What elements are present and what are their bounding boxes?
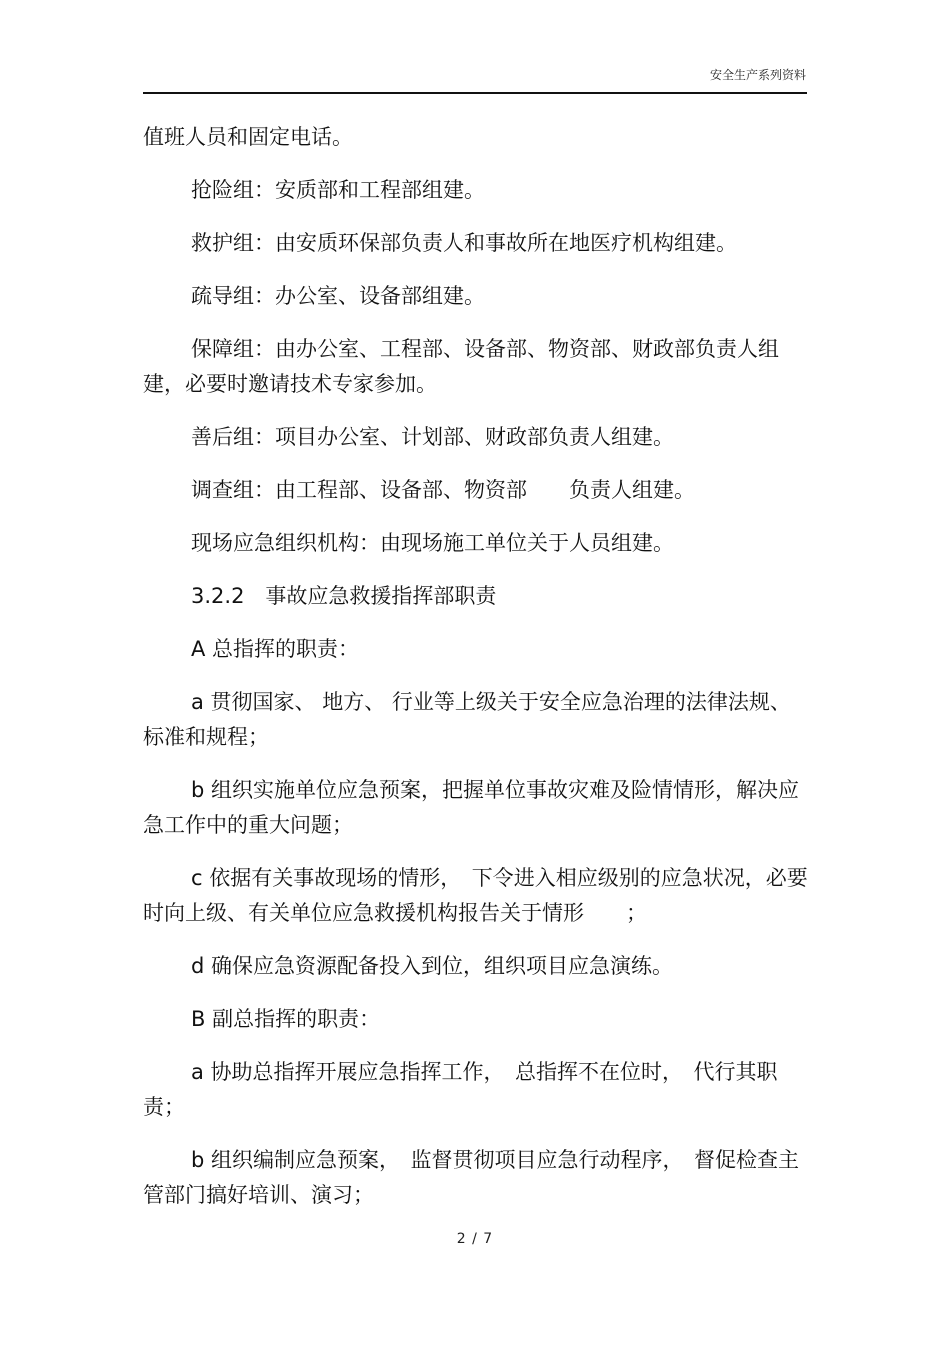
paragraph-aftermath-team: 善后组：项目办公室、计划部、财政部负责人组建。 [191, 425, 674, 449]
paragraph-medical-team: 救护组：由安质环保部负责人和事故所在地医疗机构组建。 [191, 231, 737, 255]
commander-duty-b: b 组织实施单位应急预案，把握单位事故灾难及险情情形，解决应急工作中的重大问题； [143, 778, 800, 837]
commander-duty-a: a 贯彻国家、 地方、 行业等上级关于安全应急治理的法律法规、标准和规程； [143, 690, 791, 749]
commander-duty-d: d 确保应急资源配备投入到位，组织项目应急演练。 [191, 954, 674, 978]
paragraph-support-team: 保障组：由办公室、工程部、设备部、物资部、财政部负责人组建，必要时邀请技术专家参加。 [143, 337, 779, 396]
paragraph-rescue-team: 抢险组：安质部和工程部组建。 [191, 178, 485, 202]
paragraph-onsite-organization: 现场应急组织机构：由现场施工单位关于人员组建。 [191, 531, 674, 555]
header-divider [143, 92, 807, 94]
subheading-deputy-commander-duties: B 副总指挥的职责： [191, 1007, 381, 1031]
paragraph-evacuation-team: 疏导组：办公室、设备部组建。 [191, 284, 485, 308]
section-heading-3-2-2: 3.2.2 事故应急救援指挥部职责 [191, 584, 497, 608]
deputy-duty-a: a 协助总指挥开展应急指挥工作， 总指挥不在位时， 代行其职责； [143, 1060, 778, 1119]
document-body [143, 120, 809, 1231]
deputy-duty-b: b 组织编制应急预案， 监督贯彻项目应急行动程序， 督促检查主管部门搞好培训、演习； [143, 1148, 800, 1207]
page-number: 2 / 7 [456, 1231, 494, 1247]
commander-duty-c: c 依据有关事故现场的情形， 下令进入相应级别的应急状况，必要时向上级、有关单位应急救援机构报告关于情形 ； [143, 866, 808, 925]
paragraph-investigation-team: 调查组：由工程部、设备部、物资部 负责人组建。 [191, 478, 695, 502]
paragraph-duty-phone: 值班人员和固定电话。 [143, 125, 353, 149]
document-series-label: 安全生产系列资料 [709, 68, 806, 82]
subheading-commander-duties: A 总指挥的职责： [191, 637, 360, 661]
